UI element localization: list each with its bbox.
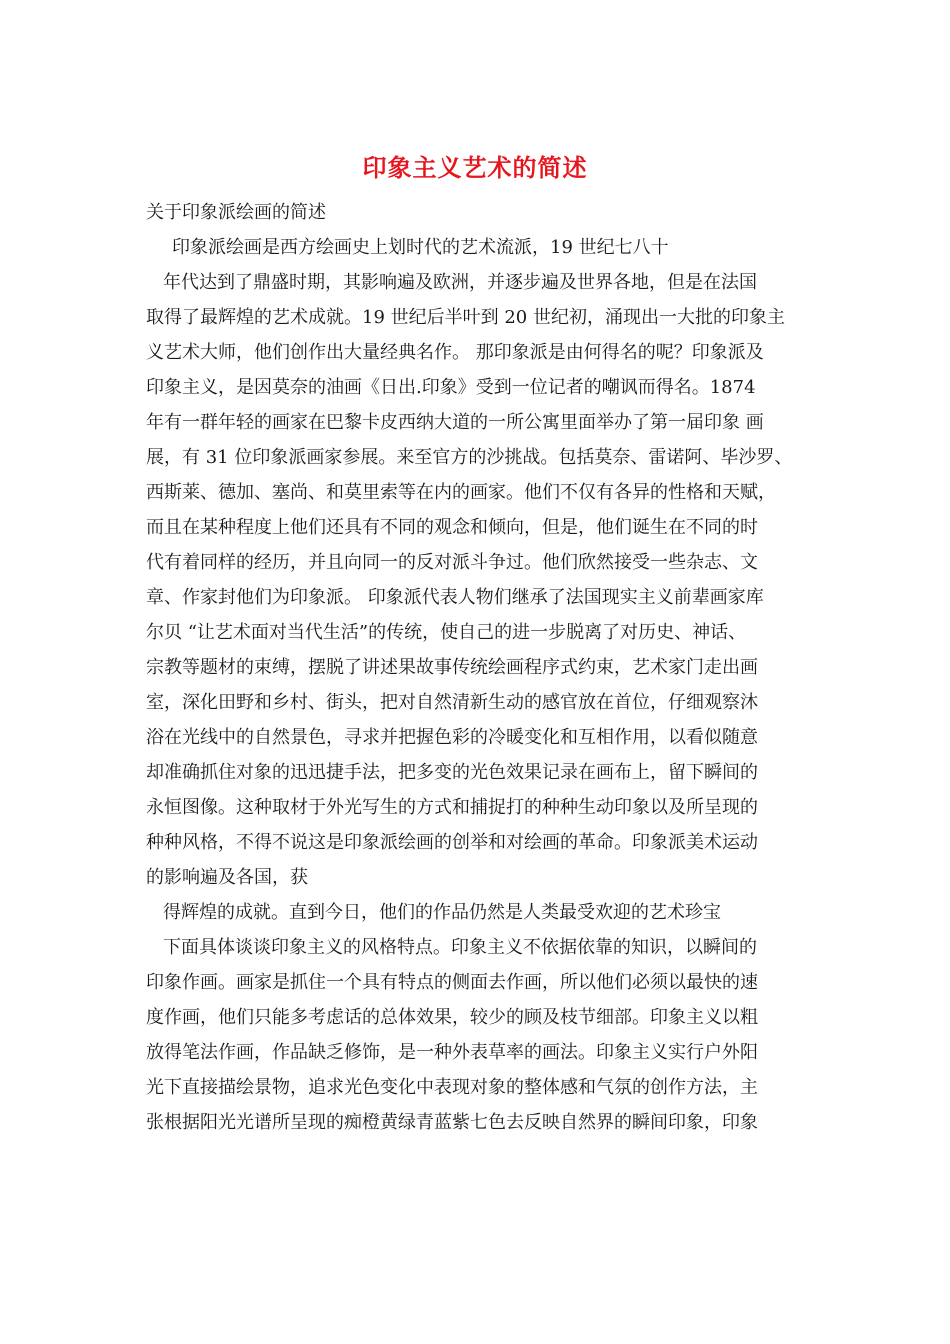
paragraph-line: 印象主义，是因莫奈的油画《日出.印象》受到一位记者的嘲讽而得名。1874 xyxy=(146,377,756,398)
paragraph-line: 章、作家封他们为印象派。 印象派代表人物们继承了法国现实主义前辈画家库 xyxy=(146,587,764,608)
paragraph-line: 放得笔法作画，作品缺乏修饰，是一种外表草率的画法。印象主义实行户外阳 xyxy=(146,1042,758,1063)
paragraph-line: 种种风格，不得不说这是印象派绘画的创举和对绘画的革命。印象派美术运动 xyxy=(146,832,758,853)
paragraph-line: 义艺术大师，他们创作出大量经典名作。 那印象派是由何得名的呢？印象派及 xyxy=(146,342,764,363)
paragraph-line: 室，深化田野和乡村、街头，把对自然清新生动的感官放在首位，仔细观察沐 xyxy=(146,692,758,713)
paragraph-line: 而且在某种程度上他们还具有不同的观念和倾向，但是，他们诞生在不同的时 xyxy=(146,517,758,538)
paragraph-line: 印象作画。画家是抓住一个具有特点的侧面去作画，所以他们必须以最快的速 xyxy=(146,972,758,993)
paragraph-line: 西斯莱、德加、塞尚、和莫里索等在内的画家。他们不仅有各异的性格和天赋， xyxy=(146,482,776,503)
paragraph-line: 代有着同样的经历，并且向同一的反对派斗争过。他们欣然接受一些杂志、文 xyxy=(146,552,758,573)
paragraph-line: 年有一群年轻的画家在巴黎卡皮西纳大道的一所公寓里面举办了第一届印象 画 xyxy=(146,412,764,433)
subheading: 关于印象派绘画的简述 xyxy=(146,202,326,223)
paragraph-line: 光下直接描绘景物，追求光色变化中表现对象的整体感和气氛的创作方法，主 xyxy=(146,1077,758,1098)
paragraph-line: 印象派绘画是西方绘画史上划时代的艺术流派，19 世纪七八十 xyxy=(172,237,669,258)
paragraph-line: 得辉煌的成就。直到今日，他们的作品仍然是人类最受欢迎的艺术珍宝 xyxy=(163,902,721,923)
paragraph-line: 年代达到了鼎盛时期，其影响遍及欧洲，并逐步遍及世界各地，但是在法国 xyxy=(163,272,757,293)
paragraph-line: 取得了最辉煌的艺术成就。19 世纪后半叶到 20 世纪初，涌现出一大批的印象主 xyxy=(146,307,785,328)
paragraph-line: 展，有 31 位印象派画家参展。来至官方的沙挑战。包括莫奈、雷诺阿、毕沙罗、 xyxy=(146,447,793,468)
paragraph-line: 浴在光线中的自然景色，寻求并把握色彩的冷暖变化和互相作用，以看似随意 xyxy=(146,727,758,748)
paragraph-line: 张根据阳光光谱所呈现的痴橙黄绿青蓝紫七色去反映自然界的瞬间印象，印象 xyxy=(146,1112,758,1133)
paragraph-line: 永恒图像。这种取材于外光写生的方式和捕捉打的种种生动印象以及所呈现的 xyxy=(146,797,758,818)
paragraph-line: 的影响遍及各国，获 xyxy=(146,867,308,888)
paragraph-line: 下面具体谈谈印象主义的风格特点。印象主义不依据依靠的知识，以瞬间的 xyxy=(163,937,757,958)
paragraph-line: 却准确抓住对象的迅迅捷手法，把多变的光色效果记录在画布上，留下瞬间的 xyxy=(146,762,758,783)
document-title: 印象主义艺术的简述 xyxy=(362,153,588,182)
paragraph-line: 度作画，他们只能多考虑话的总体效果，较少的顾及枝节细部。印象主义以粗 xyxy=(146,1007,758,1028)
paragraph-line: 宗教等题材的束缚，摆脱了讲述果故事传统绘画程序式约束，艺术家门走出画 xyxy=(146,657,758,678)
paragraph-line: 尔贝 “让艺术面对当代生活”的传统，使自己的进一步脱离了对历史、神话、 xyxy=(146,622,747,643)
